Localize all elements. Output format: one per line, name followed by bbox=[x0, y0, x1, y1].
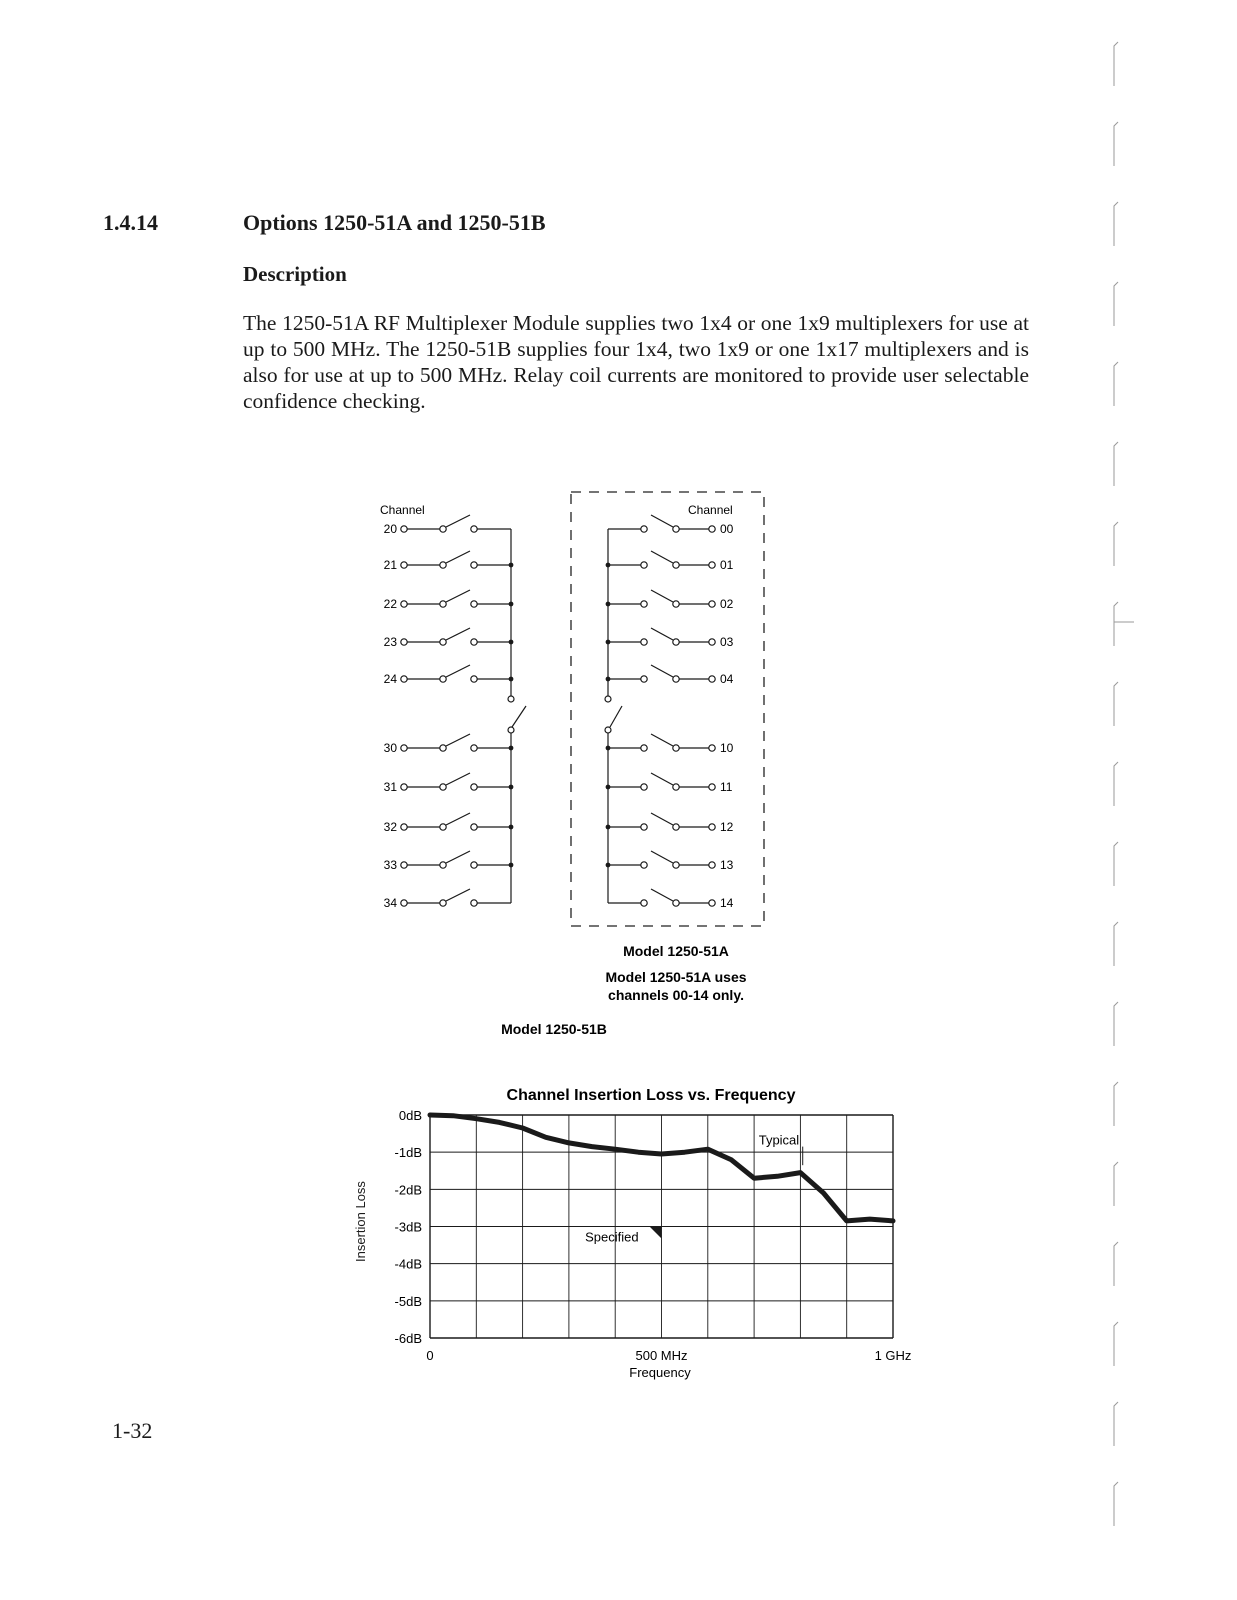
typical-annotation: Typical bbox=[758, 1132, 800, 1148]
right-channel-label: 04 bbox=[720, 672, 734, 686]
description-heading: Description bbox=[243, 262, 347, 286]
specified-annotation: Specified bbox=[585, 1229, 639, 1245]
section-title: Options 1250-51A and 1250-51B bbox=[243, 210, 546, 235]
left-channel-label: 23 bbox=[383, 635, 397, 649]
x-tick-label: 1 GHz bbox=[874, 1348, 912, 1363]
right-channel-label: 12 bbox=[720, 820, 734, 834]
model-a-caption: Model 1250-51A bbox=[623, 943, 729, 959]
x-tick-label: 500 MHz bbox=[635, 1348, 688, 1363]
description-paragraph: The 1250-51A RF Multiplexer Module supplies two 1x4 or one 1x9 multiplexers for use at up to 500 MHz. The 1250-51B supplies four 1x4, two 1x9 or one 1x17 multiplexers and is also for use at up to 500 MHz. Relay coil currents are monitored to provide user selectable confidence checking. bbox=[243, 311, 1029, 413]
y-tick-label: 0dB bbox=[398, 1108, 422, 1123]
chart-x-label: Frequency bbox=[629, 1365, 691, 1380]
right-channel-label: 01 bbox=[720, 558, 734, 572]
chart-y-label: Insertion Loss bbox=[353, 1181, 368, 1262]
section-number: 1.4.14 bbox=[103, 210, 158, 235]
y-tick-label: -5dB bbox=[394, 1293, 422, 1309]
model-b-caption: Model 1250-51B bbox=[501, 1021, 607, 1037]
right-channel-label: 00 bbox=[720, 522, 734, 536]
right-channel-label: 03 bbox=[720, 635, 734, 649]
y-tick-label: -3dB bbox=[394, 1219, 422, 1235]
left-channel-label: 34 bbox=[383, 896, 397, 910]
y-tick-label: -6dB bbox=[394, 1331, 422, 1346]
right-channel-label: 14 bbox=[720, 896, 734, 910]
x-tick-label: 0 bbox=[426, 1348, 434, 1363]
left-channel-label: 33 bbox=[383, 858, 397, 872]
y-tick-label: -2dB bbox=[394, 1182, 422, 1198]
right-channel-label: 13 bbox=[720, 858, 734, 872]
y-tick-label: -1dB bbox=[394, 1145, 422, 1161]
left-channel-label: 22 bbox=[383, 597, 397, 611]
right-channel-header: Channel bbox=[688, 503, 733, 517]
left-channel-header: Channel bbox=[380, 503, 425, 517]
right-channel-label: 10 bbox=[720, 741, 734, 755]
right-channel-label: 11 bbox=[720, 780, 733, 794]
left-channel-label: 32 bbox=[383, 820, 397, 834]
model-a-note-line1: Model 1250-51A uses bbox=[605, 969, 747, 985]
model-a-note-line2: channels 00-14 only. bbox=[608, 987, 744, 1003]
left-channel-label: 30 bbox=[383, 741, 397, 755]
left-channel-label: 24 bbox=[383, 672, 397, 686]
left-channel-label: 21 bbox=[383, 558, 397, 572]
left-channel-label: 20 bbox=[383, 522, 397, 536]
y-tick-label: -4dB bbox=[394, 1256, 422, 1272]
right-channel-label: 02 bbox=[720, 597, 734, 611]
chart-title: Channel Insertion Loss vs. Frequency bbox=[506, 1087, 796, 1104]
left-channel-label: 31 bbox=[383, 780, 397, 794]
page-number: 1-32 bbox=[112, 1418, 153, 1443]
